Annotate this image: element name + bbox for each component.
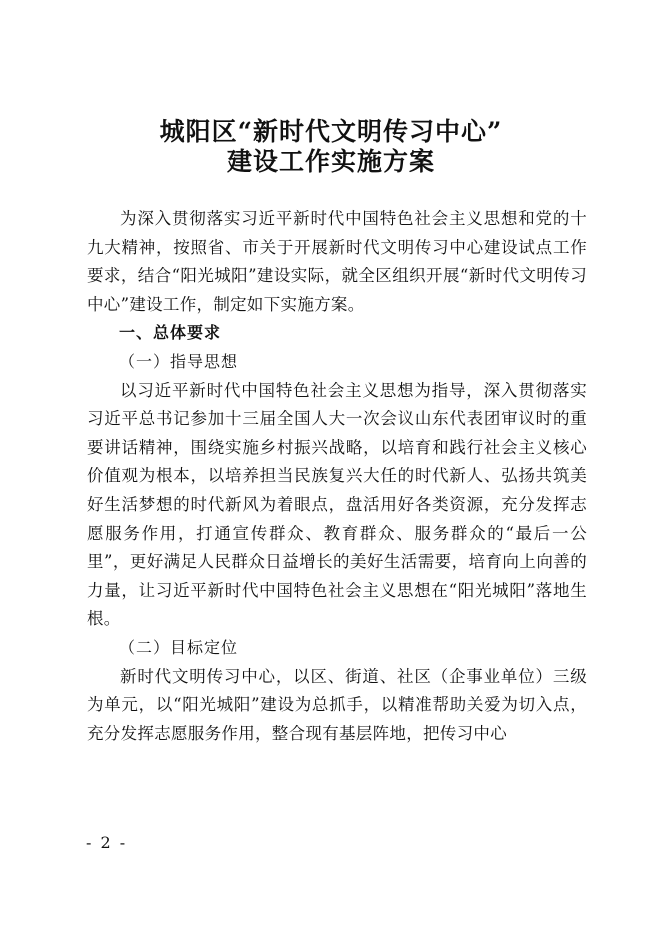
page-number: - 2 - [86, 833, 128, 852]
document-title-line-2: 建设工作实施方案 [226, 147, 435, 176]
subsection-heading-goal-positioning: （二）目标定位 [119, 637, 239, 657]
section-heading-general-requirements: 一、总体要求 [119, 323, 222, 343]
intro-paragraph: 为深入贯彻落实习近平新时代中国特色社会主义思想和党的十九大精神，按照省、市关于开展新时代文明传习中心建设试点工作要求，结合“阳光城阳”建设实际，就全区组织开展“新时代文明传习中心”建设工作，制定如下实施方案。 [87, 209, 587, 314]
goal-positioning-paragraph: 新时代文明传习中心，以区、街道、社区（企事业单位）三级为单元，以“阳光城阳”建设为总抓手，以精准帮助关爱为切入点，充分发挥志愿服务作用，整合现有基层阵地，把传习中心 [87, 666, 587, 743]
document-body [87, 205, 587, 748]
guiding-ideology-paragraph: 以习近平新时代中国特色社会主义思想为指导，深入贯彻落实习近平总书记参加十三届全国人大一次会议山东代表团审议时的重要讲话精神，围绕实施乡村振兴战略，以培育和践行社会主义核心价值观为根本，以培养担当民族复兴大任的时代新人、弘扬共筑美好生活梦想的时代新风为着眼点，盘活用好各类资源，充分发挥志愿服务作用，打通宣传群众、教育群众、服务群众的“最后一公里”，更好满足人民群众日益增长的美好生活需要，培育向上向善的力量，让习近平新时代中国特色社会主义思想在“阳光城阳”落地生根。 [87, 380, 587, 629]
document-title-line-1: 城阳区“新时代文明传习中心” [159, 117, 503, 146]
subsection-heading-guiding-ideology: （一）指导思想 [119, 351, 239, 371]
